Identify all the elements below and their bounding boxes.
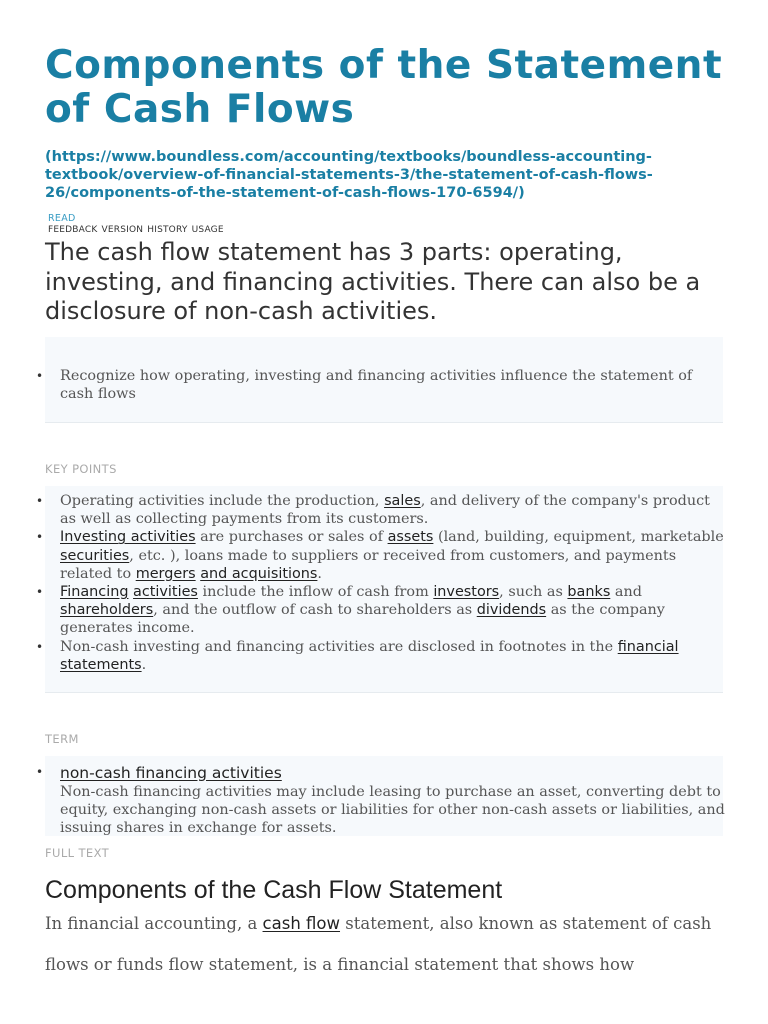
list-item: • Recognize how operating, investing and financing activities influence the statement of cash flows [60,367,726,403]
text: In financial accounting, a [45,914,263,933]
banks-link[interactable]: banks [567,584,611,601]
financial-statements-link[interactable]: financial statements [60,638,679,673]
dividends-link[interactable]: dividends [476,602,547,619]
list-item [60,583,726,638]
text: , such as [499,584,568,601]
divider [45,692,723,693]
text: and [610,584,642,601]
nav-tabs[interactable]: FEEDBACK VERSION HISTORY USAGE [48,225,224,235]
learning-objective-list [60,367,726,403]
cash-flow-link[interactable]: cash flow [262,914,341,933]
text: Non-cash investing and financing activities are disclosed in footnotes in the [60,638,618,655]
text: , etc. ), loans made to suppliers or received from customers, and payments related to [60,547,677,582]
financing-link[interactable]: Financing [60,584,129,601]
summary-text: The cash flow statement has 3 parts: operating, investing, and financing activities. There can also be a disclosure of non-cash activities. [45,238,701,325]
text: as the company generates income. [60,602,665,637]
text: , and delivery of the company's product as well as collecting payments from its customers. [60,493,710,528]
body-paragraph [45,904,735,985]
list-item [60,528,726,583]
investors-link[interactable]: investors [433,584,500,601]
text: Operating activities include the production, [60,493,385,509]
text: include the inflow of cash from [197,584,434,601]
term-list [60,763,726,838]
divider [45,422,723,423]
securities-link[interactable]: securities [60,547,130,564]
term-name-link[interactable]: • non-cash financing activities [60,764,282,782]
list-item [60,492,726,528]
key-points-list [60,492,726,674]
mergers-link[interactable]: mergers [135,565,196,582]
sales-link[interactable]: sales [384,493,421,509]
list-item [60,638,726,674]
text: (land, building, equipment, marketable [433,529,724,546]
key-points-label: KEY POINTS [45,462,117,476]
text: statement, also known as statement of cash flows or funds flow statement, is a financial statement that shows how [45,914,712,974]
text: are purchases or sales of [195,529,388,546]
source-url-link[interactable]: (https://www.boundless.com/accounting/textbooks/boundless-accounting-textbook/overview-of-financial-statements-3/the-statement-of-cash-flows-26/components-of-the-statement-of-cash-flows-170-6594/) [45,149,653,201]
assets-link[interactable]: assets [387,529,434,546]
term-definition: Non-cash financing activities may include leasing to purchase an asset, converting debt to equity, exchanging non-cash assets or liabilities for other non-cash assets or liabilities, and issuing shares in exchange for assets. [60,784,725,837]
text: , and the outflow of cash to shareholders as [153,602,477,619]
investing-activities-link[interactable]: Investing activities [60,529,196,546]
page-title: Components of the Statement of Cash Flows [45,43,723,132]
list-item [60,763,726,838]
text: . [141,656,147,673]
shareholders-link[interactable]: shareholders [60,602,154,619]
read-link[interactable]: READ [48,213,76,224]
term-label: TERM [45,732,79,746]
section-heading: Components of the Cash Flow Statement [45,876,503,904]
acquisitions-link[interactable]: and acquisitions [200,565,318,582]
activities-link[interactable]: activities [133,584,198,601]
text: . [317,565,322,582]
full-text-label: FULL TEXT [45,846,110,860]
